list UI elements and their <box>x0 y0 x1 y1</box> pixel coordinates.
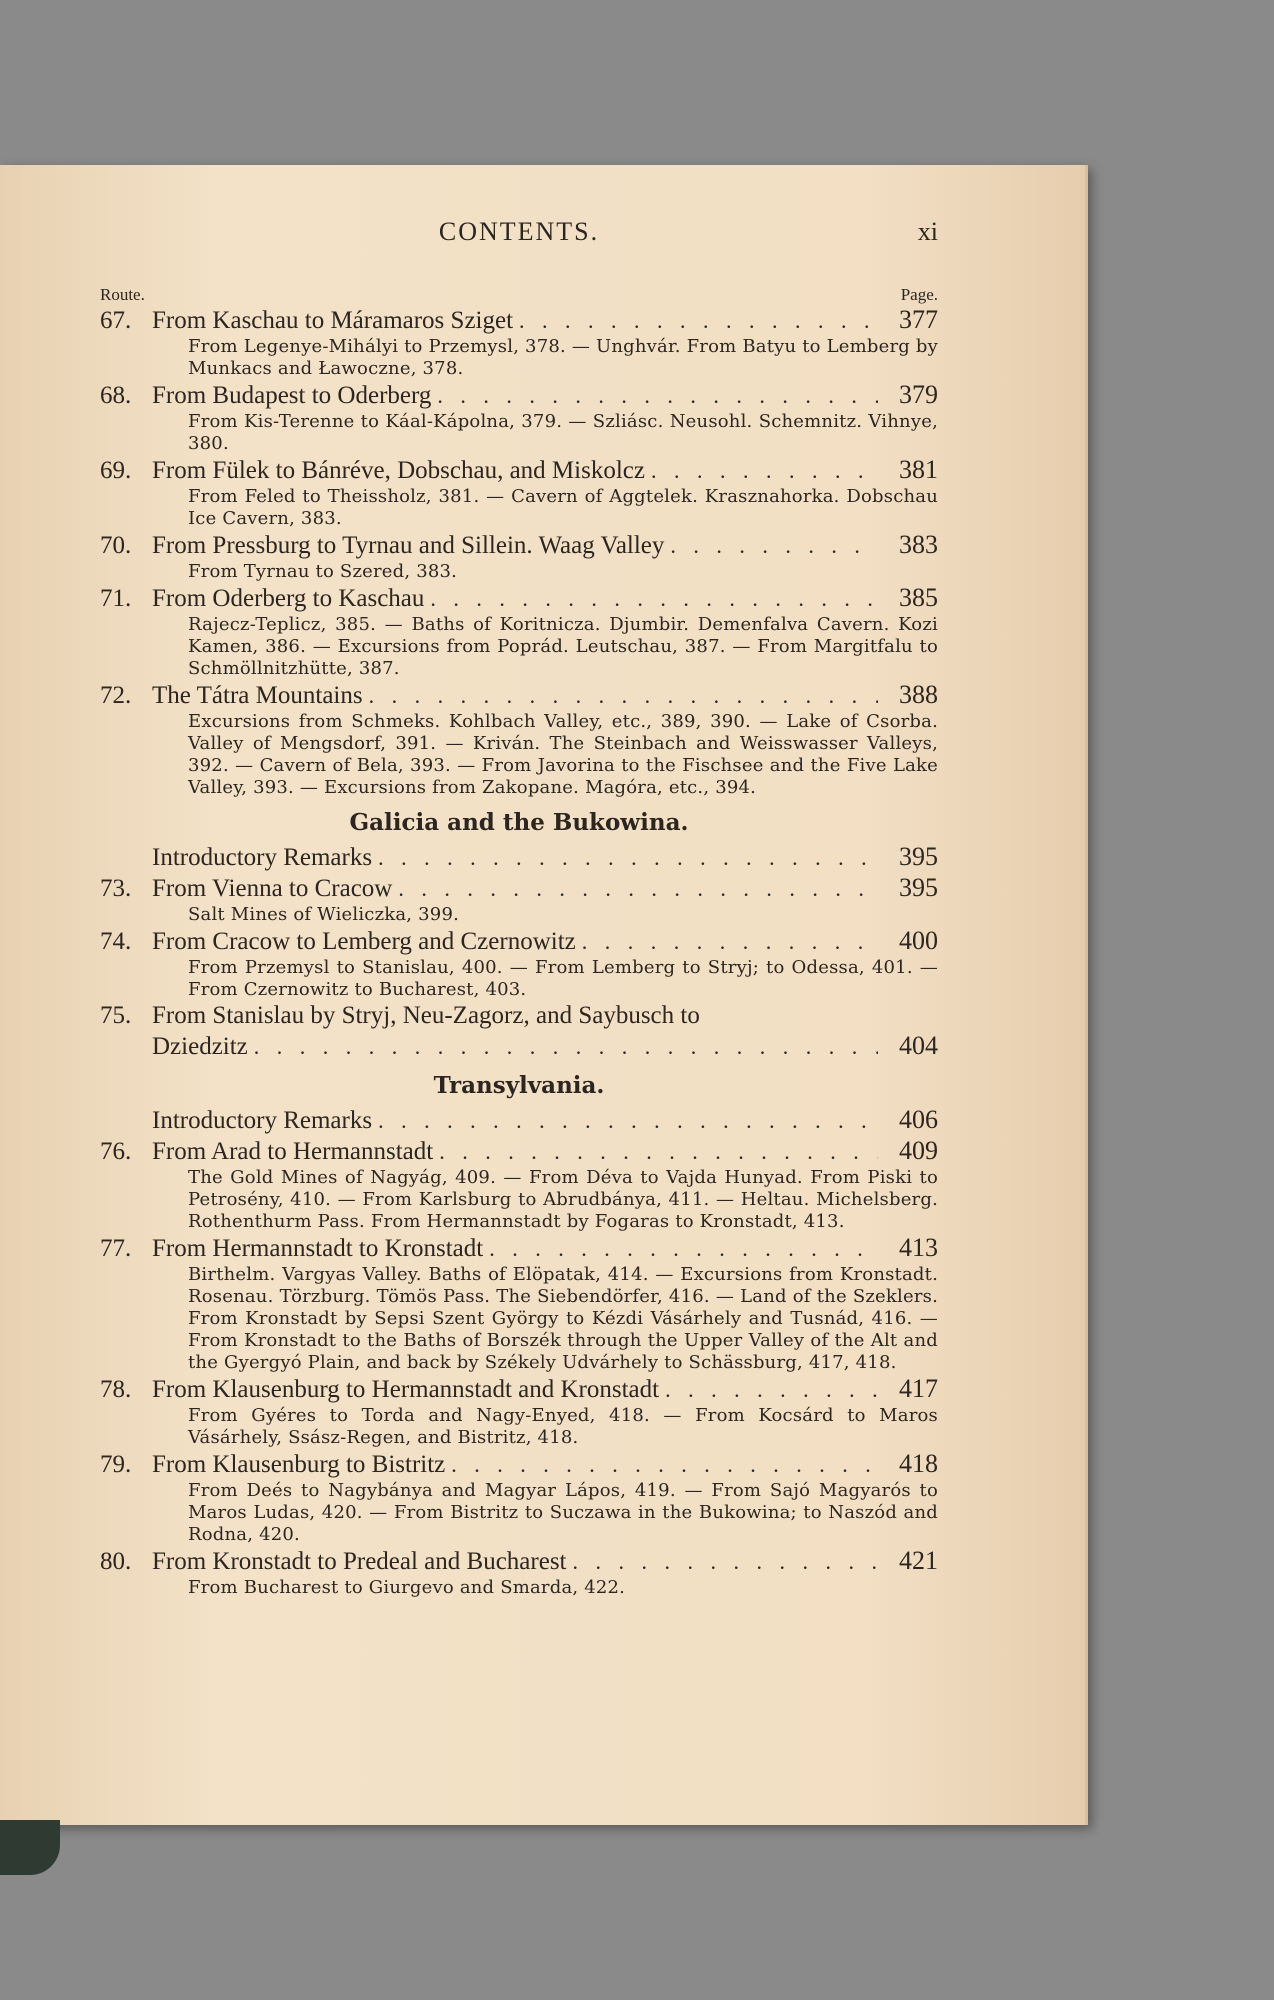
route-page: 381 <box>899 455 938 484</box>
toc-entry <box>100 1374 938 1449</box>
route-number: 79. <box>100 1451 132 1478</box>
route-page: 385 <box>899 583 938 612</box>
leader-dots <box>489 1234 878 1264</box>
route-page: 421 <box>899 1546 938 1575</box>
leader-dots <box>254 1032 878 1062</box>
route-page: 400 <box>899 926 938 955</box>
leader-dots <box>573 1547 879 1577</box>
toc-entry <box>100 583 938 680</box>
book-page <box>0 165 1088 1825</box>
leader-dots <box>378 843 878 873</box>
leader-dots <box>398 874 878 904</box>
route-title: From Pressburg to Tyrnau and Sillein. Waag Valley <box>152 532 665 559</box>
route-title: From Cracow to Lemberg and Czernowitz <box>152 928 576 955</box>
route-subentries: From Legenye-Mihályi to Przemysl, 378. — Unghvár. From Batyu to Lemberg by Munkacs and Ławoczne, 378. <box>188 336 938 379</box>
route-subentries: From Gyéres to Torda and Nagy-Enyed, 418. — From Kocsárd to Maros Vásárhely, Ssász-Regen, and Bistritz, 418. <box>188 1405 938 1448</box>
toc-entry-intro <box>100 842 938 873</box>
leader-dots <box>437 381 878 411</box>
toc-entry <box>100 1136 938 1233</box>
toc-entry <box>100 1449 938 1546</box>
route-number: 67. <box>100 307 132 334</box>
route-subentries: From Deés to Nagybánya and Magyar Lápos, 419. — From Sajó Magyarós to Maros Ludas, 420. — From Bistritz to Suczawa in the Bukowina; to Naszód and Rodna, 420. <box>188 1480 938 1545</box>
section-heading-galicia: Galicia and the Bukowina. <box>349 809 689 836</box>
leader-dots <box>430 584 878 614</box>
toc-entry <box>100 680 938 799</box>
route-number: 76. <box>100 1138 132 1165</box>
route-number: 68. <box>100 382 132 409</box>
page-column-label: Page. <box>900 285 938 304</box>
route-title: From Stanislau by Stryj, Neu-Zagorz, and Saybusch to <box>152 1002 700 1029</box>
route-number: 80. <box>100 1548 132 1575</box>
route-subentries: From Feled to Theissholz, 381. — Cavern of Aggtelek. Krasznahorka. Dobschau Ice Cavern, 383. <box>188 486 938 529</box>
page-number: xi <box>917 217 938 246</box>
leader-dots <box>665 1375 878 1405</box>
route-title: The Tátra Mountains <box>152 682 363 709</box>
route-title-continued: Dziedzitz <box>152 1033 248 1060</box>
route-title: From Oderberg to Kaschau <box>152 585 425 612</box>
route-page: 395 <box>899 873 938 902</box>
route-title: From Arad to Hermannstadt <box>152 1138 434 1165</box>
route-subentries: Rajecz-Teplicz, 385. — Baths of Koritnicza. Djumbir. Demenfalva Cavern. Kozi Kamen, 386. — Excursions from Poprád. Leutschau, 387. — From Margitfalu to Schmöllnitzhütte, 387. <box>188 614 938 679</box>
route-number: 74. <box>100 928 132 955</box>
route-number: 71. <box>100 585 132 612</box>
leader-dots <box>378 1106 878 1136</box>
route-subentries: From Tyrnau to Szered, 383. <box>188 561 458 582</box>
route-page: 409 <box>899 1136 938 1165</box>
toc-entry <box>100 1233 938 1374</box>
book-spine-edge <box>0 1820 60 1875</box>
toc-entry <box>100 530 938 583</box>
toc-entry <box>100 455 938 530</box>
route-page: 379 <box>899 380 938 409</box>
route-column-label: Route. <box>100 285 145 304</box>
leader-dots <box>582 927 878 957</box>
toc-entry <box>100 926 938 1001</box>
route-page: 413 <box>899 1233 938 1262</box>
leader-dots <box>651 456 878 486</box>
section-heading-transylvania: Transylvania. <box>433 1072 605 1099</box>
intro-title: Introductory Remarks <box>152 844 373 871</box>
leader-dots <box>670 531 878 561</box>
toc-list <box>100 305 938 1599</box>
route-subentries: Salt Mines of Wieliczka, 399. <box>188 904 460 925</box>
route-number: 75. <box>100 1002 132 1029</box>
route-title: From Kronstadt to Predeal and Bucharest <box>152 1548 567 1575</box>
route-subentries: From Kis-Terenne to Káal-Kápolna, 379. — Szliásc. Neusohl. Schemnitz. Vihnye, 380. <box>188 411 938 454</box>
route-page: 383 <box>899 530 938 559</box>
route-title: From Klausenburg to Bistritz <box>152 1451 446 1478</box>
toc-entry <box>100 1001 938 1062</box>
toc-entry <box>100 305 938 380</box>
running-header <box>100 217 938 257</box>
route-number: 70. <box>100 532 132 559</box>
leader-dots <box>519 306 878 336</box>
leader-dots <box>439 1137 878 1167</box>
route-title: From Klausenburg to Hermannstadt and Kronstadt <box>152 1376 660 1403</box>
route-number: 77. <box>100 1235 132 1262</box>
route-subentries: Excursions from Schmeks. Kohlbach Valley, etc., 389, 390. — Lake of Csorba. Valley of Mengsdorf, 391. — Kriván. The Steinbach and Weisswasser Valleys, 392. — Cavern of Bela, 393. — From Javorina to the Fischsee and the Five Lake Valley, 393. — Excursions from Zakopane. Magóra, etc., 394. <box>188 711 938 798</box>
column-headers <box>100 285 938 305</box>
route-title: From Budapest to Oderberg <box>152 382 432 409</box>
route-title: From Kaschau to Máramaros Sziget <box>152 307 514 334</box>
toc-entry <box>100 873 938 926</box>
toc-entry <box>100 380 938 455</box>
toc-entry-intro <box>100 1105 938 1136</box>
intro-page: 395 <box>899 842 938 871</box>
route-subentries: The Gold Mines of Nagyág, 409. — From Déva to Vajda Hunyad. From Piski to Petrosény, 410. — From Karlsburg to Abrudbánya, 411. — Heltau. Michelsberg. Rothenthurm Pass. From Hermannstadt by Fogaras to Kronstadt, 413. <box>188 1167 938 1232</box>
route-page: 418 <box>899 1449 938 1478</box>
leader-dots <box>369 681 878 711</box>
route-title: From Fülek to Bánréve, Dobschau, and Miskolcz <box>152 457 645 484</box>
route-subentries: Birthelm. Vargyas Valley. Baths of Elöpatak, 414. — Excursions from Kronstadt. Rosenau. Törzburg. Tömös Pass. The Siebendörfer, 416. — Land of the Szeklers. From Kronstadt by Sepsi Szent György to Kézdi Vásárhely and Tusnád, 416. — From Kronstadt to the Baths of Borszék through the Upper Valley of the Alt and the Gyergyó Plain, and back by Székely Udvárhely to Schässburg, 417, 418. <box>188 1264 938 1373</box>
route-number: 78. <box>100 1376 132 1403</box>
leader-dots <box>451 1450 878 1480</box>
intro-title: Introductory Remarks <box>152 1107 373 1134</box>
route-page: 404 <box>899 1031 938 1060</box>
route-page: 417 <box>899 1374 938 1403</box>
route-title: From Hermannstadt to Kronstadt <box>152 1235 484 1262</box>
page-title: CONTENTS. <box>438 217 600 246</box>
route-number: 72. <box>100 682 132 709</box>
intro-page: 406 <box>899 1105 938 1134</box>
route-title: From Vienna to Cracow <box>152 875 393 902</box>
toc-entry <box>100 1546 938 1599</box>
route-subentries: From Przemysl to Stanislau, 400. — From Lemberg to Stryj; to Odessa, 401. — From Czernowitz to Bucharest, 403. <box>188 957 938 1000</box>
route-page: 377 <box>899 305 938 334</box>
route-number: 73. <box>100 875 132 902</box>
route-subentries: From Bucharest to Giurgevo and Smarda, 422. <box>188 1577 626 1598</box>
route-number: 69. <box>100 457 132 484</box>
route-page: 388 <box>899 680 938 709</box>
